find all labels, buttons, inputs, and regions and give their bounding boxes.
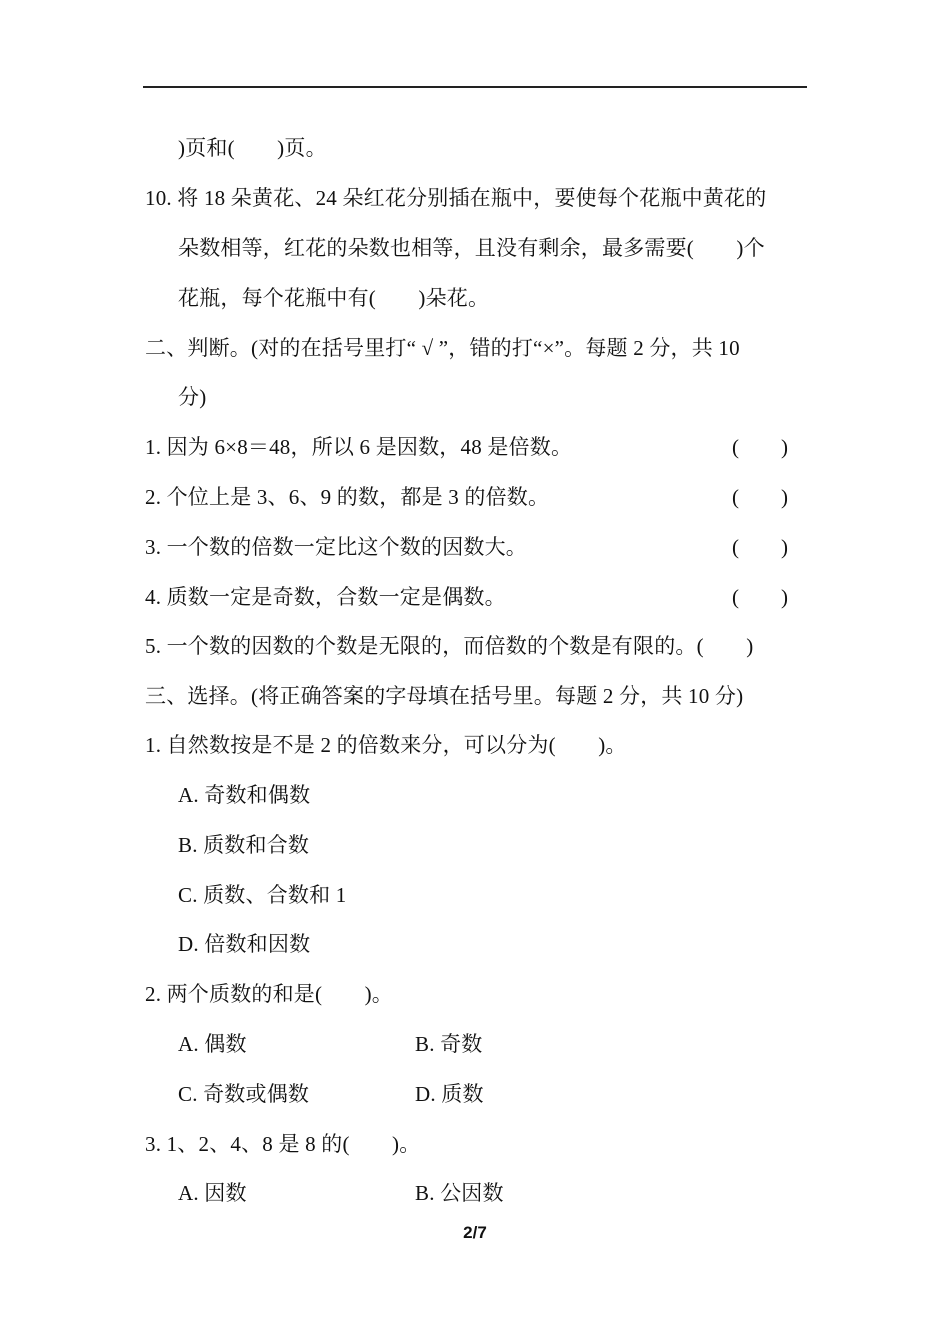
choice-q2-option-a: A. 偶数: [178, 1032, 247, 1056]
q10-line-2: 朵数相等，红花的朵数也相等，且没有剩余，最多需要( )个: [178, 236, 765, 260]
judge-item-4: 4. 质数一定是奇数，合数一定是偶数。: [145, 585, 506, 609]
choice-q2-option-b: B. 奇数: [415, 1032, 483, 1056]
section2-heading: 二、判断。(对的在括号里打“ √ ”，错的打“×”。每题 2 分，共 10: [145, 336, 740, 360]
header-rule: [143, 86, 807, 88]
section2-heading-cont: 分): [178, 385, 207, 409]
answer-blank-1[interactable]: ( ): [732, 435, 788, 459]
choice-q1-option-a: A. 奇数和偶数: [178, 783, 311, 807]
page-current: 2: [463, 1223, 473, 1242]
choice-q2-option-d: D. 质数: [415, 1082, 484, 1106]
choice-q1-option-b: B. 质数和合数: [178, 833, 310, 857]
choice-q3-stem: 3. 1、2、4、8 是 8 的( )。: [145, 1132, 421, 1156]
page-total: 7: [477, 1223, 487, 1242]
page-number: [0, 1223, 950, 1243]
choice-q1-option-c: C. 质数、合数和 1: [178, 883, 347, 907]
page-separator: /: [472, 1223, 478, 1242]
choice-q1-option-d: D. 倍数和因数: [178, 932, 311, 956]
q9-continuation: )页和( )页。: [178, 136, 327, 160]
choice-q3-option-a: A. 因数: [178, 1181, 247, 1205]
choice-q3-option-b: B. 公因数: [415, 1181, 504, 1205]
answer-blank-3[interactable]: ( ): [732, 535, 788, 559]
choice-q2-stem: 2. 两个质数的和是( )。: [145, 982, 393, 1006]
q10-line-1: 10. 将 18 朵黄花、24 朵红花分别插在瓶中，要使每个花瓶中黄花的: [145, 186, 767, 210]
judge-item-5: 5. 一个数的因数的个数是无限的，而倍数的个数是有限的。( ): [145, 634, 754, 658]
judge-item-2: 2. 个位上是 3、6、9 的数，都是 3 的倍数。: [145, 485, 550, 509]
section3-heading: 三、选择。(将正确答案的字母填在括号里。每题 2 分，共 10 分): [145, 684, 744, 708]
choice-q1-stem: 1. 自然数按是不是 2 的倍数来分，可以分为( )。: [145, 733, 627, 757]
choice-q2-option-c: C. 奇数或偶数: [178, 1082, 310, 1106]
judge-item-3: 3. 一个数的倍数一定比这个数的因数大。: [145, 535, 527, 559]
judge-item-1: 1. 因为 6×8＝48，所以 6 是因数，48 是倍数。: [145, 435, 573, 459]
answer-blank-2[interactable]: ( ): [732, 485, 788, 509]
q10-line-3: 花瓶，每个花瓶中有( )朵花。: [178, 286, 490, 310]
answer-blank-4[interactable]: ( ): [732, 585, 788, 609]
